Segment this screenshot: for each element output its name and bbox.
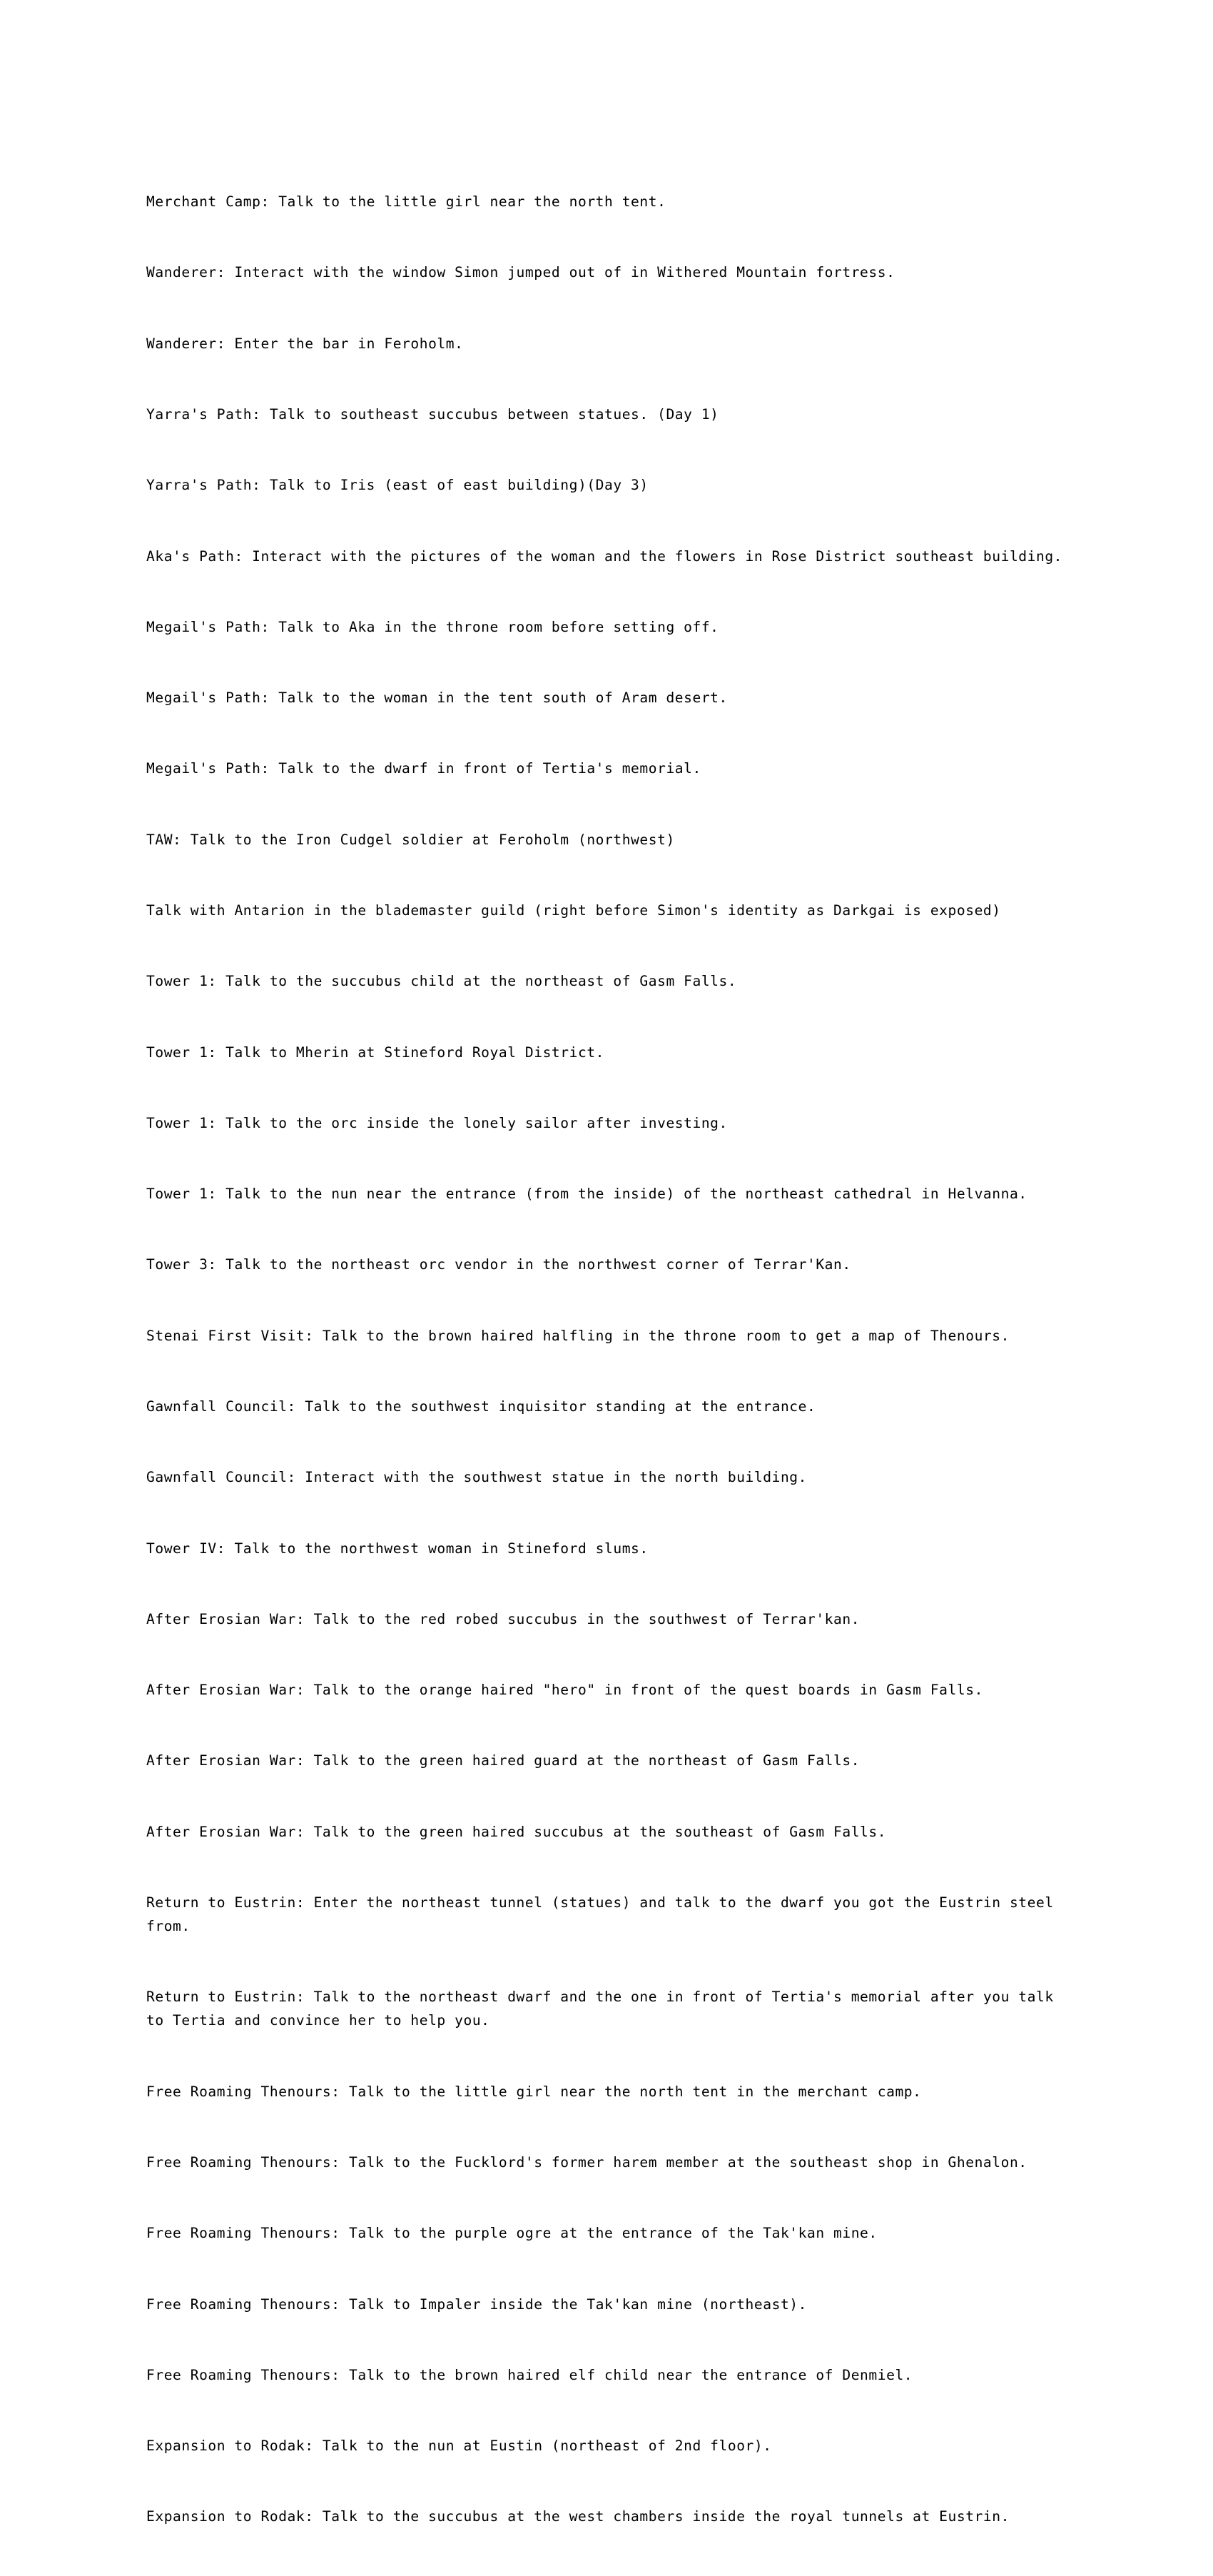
document-line: Tower 1: Talk to Mherin at Stineford Royal District. <box>146 1044 605 1061</box>
document-line: Yarra's Path: Talk to Iris (east of east building)(Day 3) <box>146 477 649 494</box>
document-line: Return to Eustrin: Talk to the northeast dwarf and the one in front of Tertia's memorial after you talk to Tertia and convince her to help you. <box>146 1989 1063 2029</box>
document-line: TAW: Talk to the Iron Cudgel soldier at Feroholm (northwest) <box>146 831 675 848</box>
document-line: Megail's Path: Talk to the dwarf in front of Tertia's memorial. <box>146 760 701 777</box>
document-line: Tower 3: Talk to the northeast orc vendor in the northwest corner of Terrar'Kan. <box>146 1256 851 1273</box>
document-line: Tower 1: Talk to the orc inside the lonely sailor after investing. <box>146 1114 728 1131</box>
document-line: Wanderer: Enter the bar in Feroholm. <box>146 335 464 352</box>
document-text-body <box>146 143 1067 2576</box>
document-line: Stenai First Visit: Talk to the brown haired halfling in the throne room to get a map of Thenours. <box>146 1327 1010 1344</box>
document-line: Megail's Path: Talk to the woman in the tent south of Aram desert. <box>146 690 728 707</box>
document-line: Free Roaming Thenours: Talk to the purple ogre at the entrance of the Tak'kan mine. <box>146 2225 878 2242</box>
document-line: Merchant Camp: Talk to the little girl near the north tent. <box>146 193 666 211</box>
document-line: Tower 1: Talk to the nun near the entrance (from the inside) of the northeast cathedral in Helvanna. <box>146 1186 1027 1203</box>
document-line: Gawnfall Council: Talk to the southwest inquisitor standing at the entrance. <box>146 1398 816 1415</box>
document-line: Expansion to Rodak: Talk to the nun at Eustin (northeast of 2nd floor). <box>146 2438 772 2455</box>
document-line: Talk with Antarion in the blademaster guild (right before Simon's identity as Darkgai is exposed) <box>146 902 1001 919</box>
document-line: Free Roaming Thenours: Talk to the Fucklord's former harem member at the southeast shop in Ghenalon. <box>146 2153 1027 2171</box>
document-line: After Erosian War: Talk to the orange haired "hero" in front of the quest boards in Gasm Falls. <box>146 1682 983 1699</box>
document-line: After Erosian War: Talk to the red robed succubus in the southwest of Terrar'kan. <box>146 1610 861 1627</box>
document-line: Free Roaming Thenours: Talk to the brown haired elf child near the entrance of Denmiel. <box>146 2366 913 2383</box>
document-line: Tower IV: Talk to the northwest woman in Stineford slums. <box>146 1540 649 1557</box>
document-line: Free Roaming Thenours: Talk to the little girl near the north tent in the merchant camp. <box>146 2083 922 2100</box>
document-line: Tower 1: Talk to the succubus child at the northeast of Gasm Falls. <box>146 973 737 990</box>
document-line: Expansion to Rodak: Talk to the succubus at the west chambers inside the royal tunnels at Eustrin. <box>146 2508 1010 2525</box>
document-line: After Erosian War: Talk to the green haired succubus at the southeast of Gasm Falls. <box>146 1823 887 1840</box>
document-line: After Erosian War: Talk to the green haired guard at the northeast of Gasm Falls. <box>146 1752 861 1769</box>
document-line: Return to Eustrin: Enter the northeast tunnel (statues) and talk to the dwarf you got the Eustrin steel from. <box>146 1894 1063 1935</box>
document-line: Wanderer: Interact with the window Simon jumped out of in Withered Mountain fortress. <box>146 264 895 281</box>
document-line: Gawnfall Council: Interact with the southwest statue in the north building. <box>146 1469 807 1486</box>
document-line: Yarra's Path: Talk to southeast succubus between statues. (Day 1) <box>146 406 719 423</box>
document-line: Aka's Path: Interact with the pictures of the woman and the flowers in Rose District southeast building. <box>146 547 1063 565</box>
document-line: Free Roaming Thenours: Talk to Impaler inside the Tak'kan mine (northeast). <box>146 2295 807 2313</box>
document-line: Megail's Path: Talk to Aka in the throne room before setting off. <box>146 618 719 635</box>
